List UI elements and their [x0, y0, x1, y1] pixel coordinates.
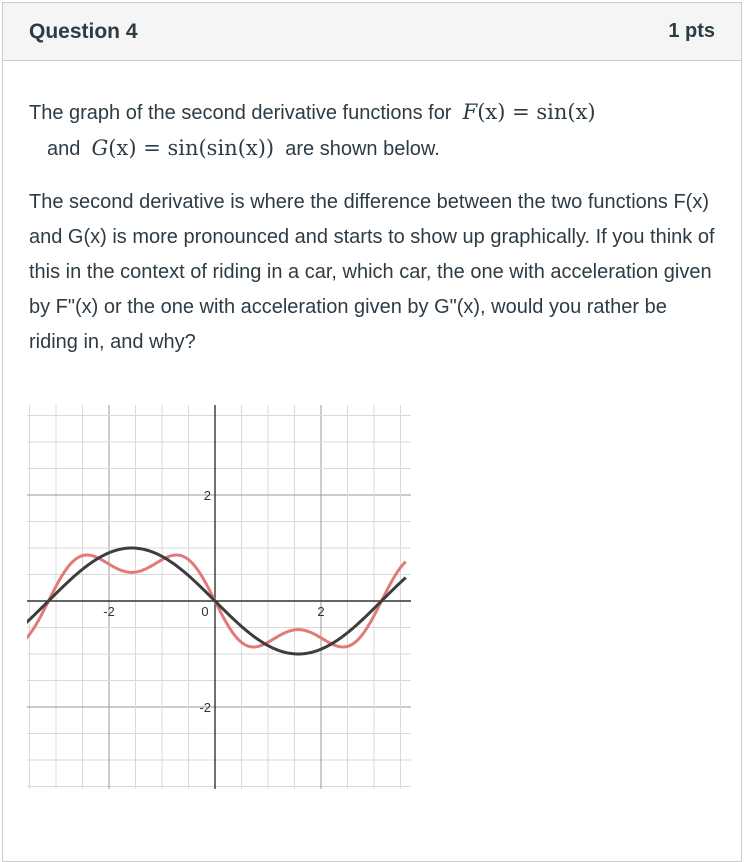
- prompt-and: and: [47, 138, 81, 160]
- y-tick-label: 2: [203, 488, 211, 503]
- graph: [27, 405, 411, 789]
- formula-F: [463, 100, 596, 124]
- formula-F-arg: (x): [477, 100, 506, 124]
- question-header: [3, 3, 741, 61]
- x-tick-label: 2: [317, 604, 325, 619]
- question-title: Question 4: [29, 19, 138, 43]
- x-tick-label: 0: [201, 604, 209, 619]
- formula-G-name: G: [91, 136, 109, 160]
- formula-F-name: F: [462, 100, 478, 124]
- prompt-line2: [29, 131, 440, 167]
- x-tick-label: -2: [103, 604, 115, 619]
- prompt-paragraph-2: The second derivative is where the difference between the two functions F(x) and G(x) is more pronounced and starts to show up graphically. If you think of this in the context of riding in a car, which car, the one with acceleration given by F"(x) or the one with acceleration given by G"(x), would you rather be riding in, and why?: [29, 191, 715, 353]
- question-points: 1 pts: [668, 20, 715, 42]
- chart-svg: [27, 405, 411, 789]
- formula-F-eq: = sin(x): [505, 100, 596, 124]
- question-card: [2, 2, 742, 862]
- prompt-line1-text: The graph of the second derivative functions for: [29, 102, 452, 124]
- formula-G-eq: = sin(sin(x)): [136, 136, 275, 160]
- prompt-paragraph-1: [29, 95, 715, 167]
- prompt-line2-tail: are shown below.: [285, 138, 440, 160]
- formula-G-arg: (x): [108, 136, 137, 160]
- question-body: [3, 95, 741, 360]
- y-tick-label: -2: [199, 700, 211, 715]
- formula-G: [92, 136, 275, 160]
